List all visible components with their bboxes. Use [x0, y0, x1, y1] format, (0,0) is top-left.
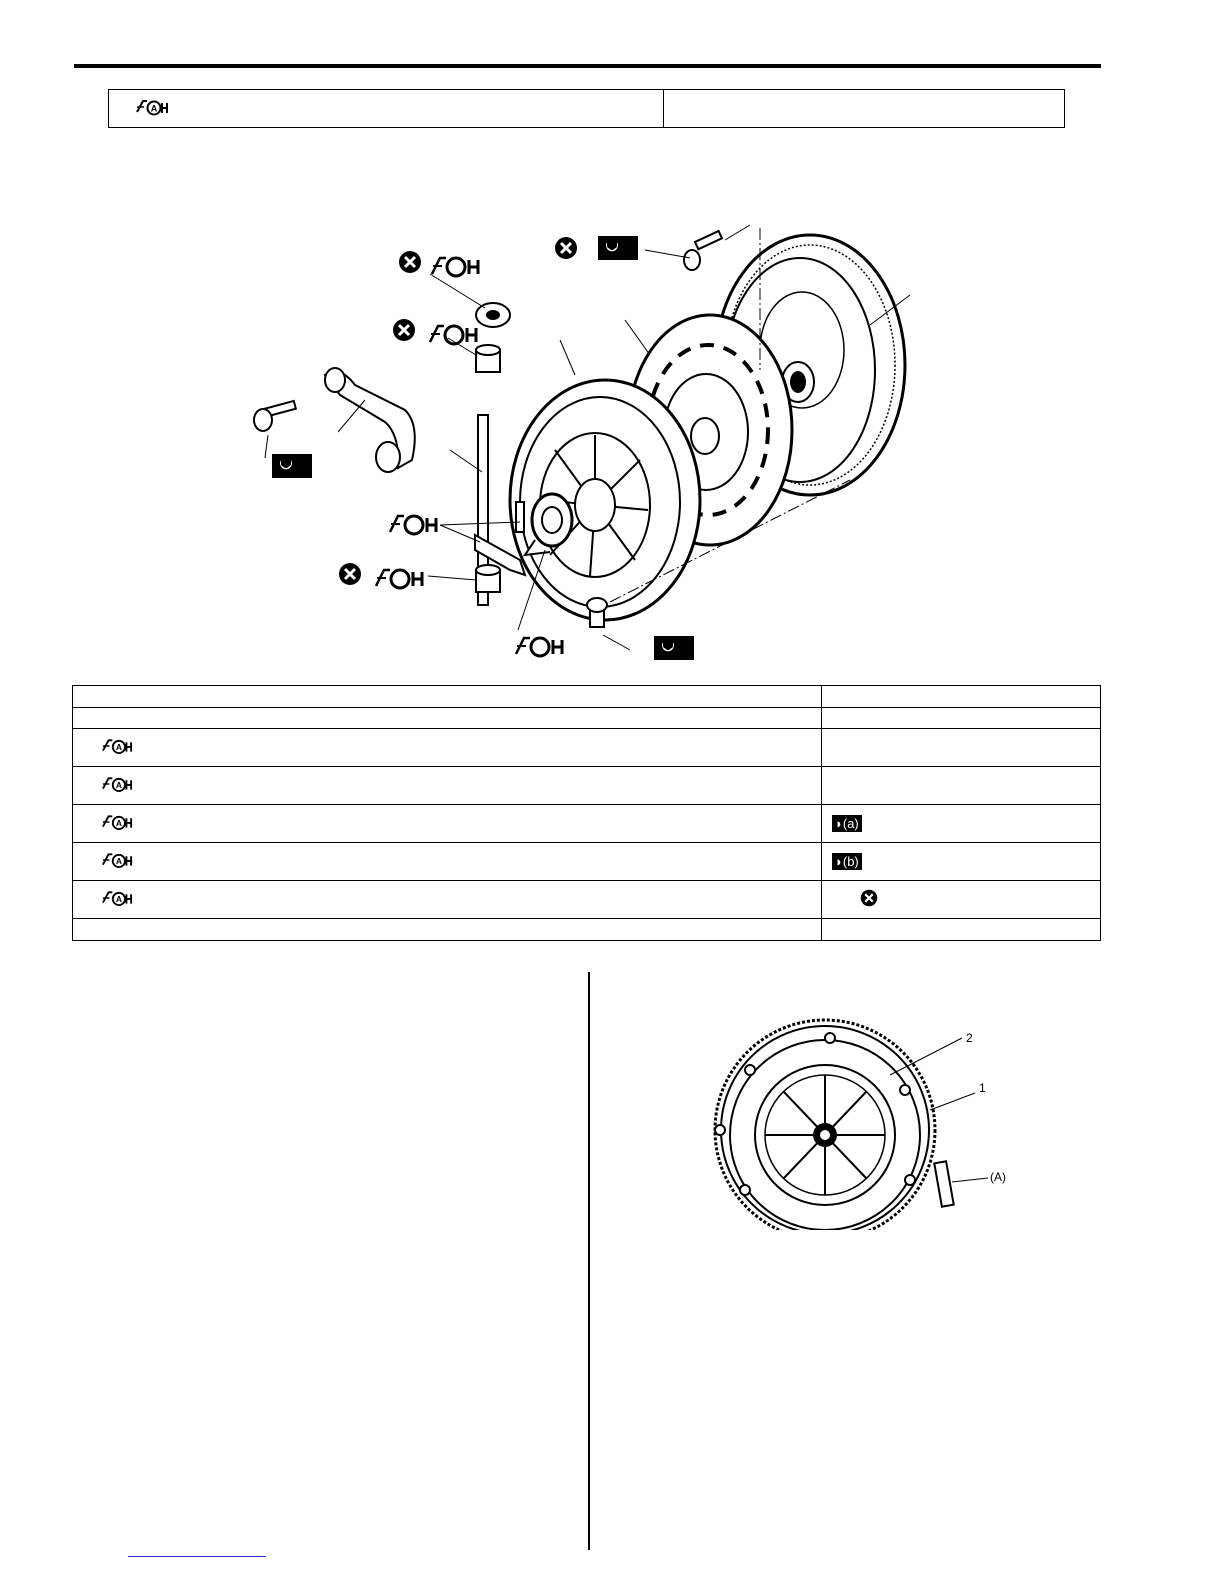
lever-bolt — [254, 401, 296, 431]
grease-A-icon — [101, 889, 133, 907]
lower-bushing — [476, 565, 500, 592]
legend-row — [73, 686, 1101, 708]
legend-row — [73, 843, 1101, 881]
legend-row — [73, 881, 1101, 919]
label-A: (A) — [990, 1170, 1006, 1184]
grease-A-icon — [101, 813, 133, 831]
svg-text:A: A — [115, 780, 122, 791]
svg-text:A: A — [115, 894, 122, 905]
do-not-reuse-icon — [339, 563, 361, 585]
top-note-table — [108, 89, 1065, 128]
flywheel-bolt — [684, 231, 722, 270]
grease-A-icon — [101, 775, 133, 793]
svg-text:A: A — [115, 856, 122, 867]
grease-H-icon — [516, 638, 562, 656]
oil-seal — [476, 303, 510, 327]
release-arm — [325, 368, 415, 472]
grease-A-icon — [135, 98, 169, 116]
footer-link-underline[interactable] — [128, 1556, 266, 1557]
svg-text:A: A — [150, 103, 158, 114]
grease-H-icon — [432, 258, 478, 276]
do-not-reuse-icon — [860, 889, 878, 907]
do-not-reuse-icon — [393, 319, 415, 341]
legend-row — [73, 708, 1101, 729]
top-note-cell-right — [664, 90, 1065, 128]
torque-wrench-icon — [598, 236, 638, 260]
grease-A-icon — [101, 851, 133, 869]
torque-wrench-icon — [272, 454, 312, 478]
upper-bushing — [476, 345, 500, 372]
grease-H-icon — [376, 570, 422, 588]
grease-A-icon — [101, 737, 133, 755]
legend-row — [73, 767, 1101, 805]
do-not-reuse-icon — [399, 251, 421, 273]
torque-b-label: (b) — [842, 854, 859, 869]
top-note-cell-left — [109, 90, 664, 128]
legend-row — [73, 729, 1101, 767]
grease-H-icon — [390, 516, 436, 534]
column-divider — [588, 972, 590, 1550]
torque-a-icon: ◗(a) — [832, 815, 862, 832]
legend-row — [73, 805, 1101, 843]
svg-text:A: A — [115, 818, 122, 829]
torque-wrench-icon — [654, 636, 694, 660]
legend-table — [72, 685, 1101, 941]
do-not-reuse-icon — [555, 237, 577, 259]
alignment-tool — [934, 1161, 953, 1206]
torque-b-icon: ◗(b) — [832, 853, 862, 870]
cover-bolt — [587, 598, 607, 627]
legend-row — [73, 919, 1101, 941]
label-1: 1 — [979, 1081, 986, 1095]
header-rule — [74, 64, 1101, 68]
torque-a-label: (a) — [842, 816, 859, 831]
clutch-installed-figure — [690, 990, 1020, 1230]
clutch-exploded-diagram — [230, 210, 950, 670]
svg-text:A: A — [115, 742, 122, 753]
clutch-cover — [730, 1040, 920, 1230]
label-2: 2 — [966, 1031, 973, 1045]
